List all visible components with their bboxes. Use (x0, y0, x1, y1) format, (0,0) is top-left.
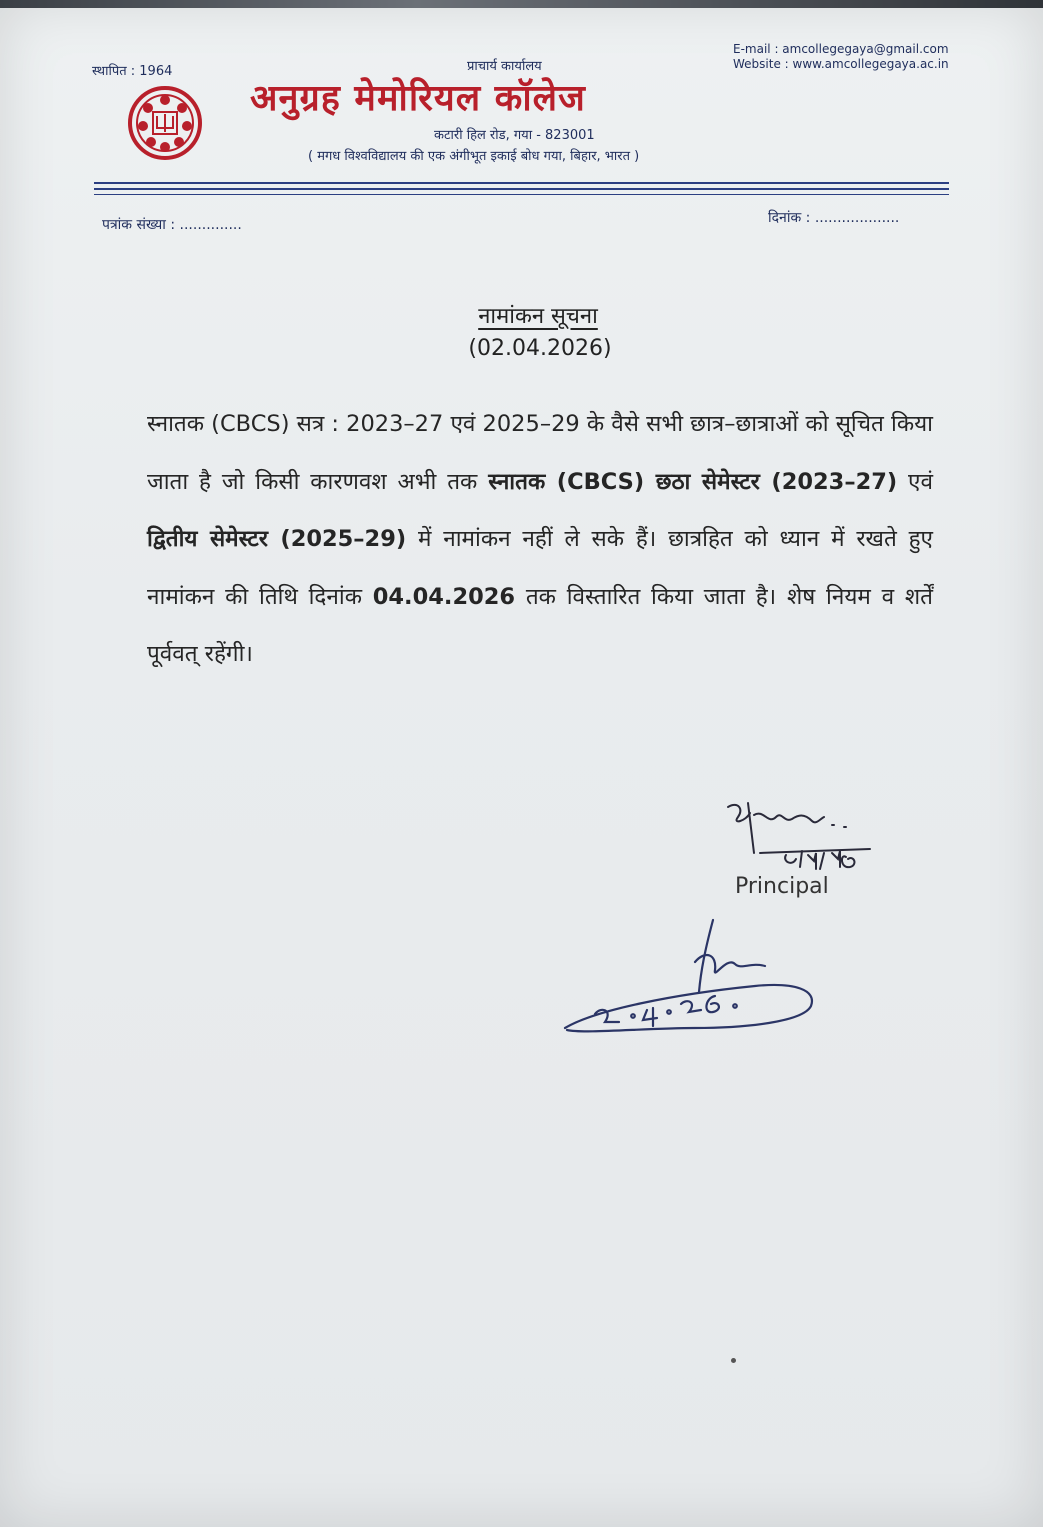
website-text: Website : www.amcollegegaya.ac.in (733, 57, 949, 71)
body-text-2: एवं (897, 468, 934, 495)
approval-signature (555, 910, 825, 1045)
principal-designation: Principal (735, 874, 829, 899)
body-bold-2: द्वितीय सेमेस्टर (2025–29) (147, 526, 407, 552)
header-divider (94, 182, 949, 184)
college-name: अनुग्रह मेमोरियल कॉलेज (250, 77, 586, 119)
body-text-3: में नामांकन नहीं ले सके हैं। छात्रहित को ध्यान में रखते हुए नामांकन की तिथि दिनांक (147, 526, 933, 610)
principal-signature (720, 795, 910, 885)
college-seal-logo (126, 86, 204, 160)
office-label: प्राचार्य कार्यालय (467, 59, 542, 74)
contact-block (733, 42, 949, 72)
header-divider (94, 194, 949, 195)
notice-body (147, 396, 933, 684)
date-field: दिनांक : ................... (768, 210, 900, 226)
background-edge (0, 0, 1043, 8)
email-text: E-mail : amcollegegaya@gmail.com (733, 42, 949, 56)
body-bold-1: स्नातक (CBCS) छठा सेमेस्टर (2023–27) (488, 468, 898, 495)
university-affiliation: ( मगध विश्वविद्यालय की एक अंगीभूत इकाई बोध गया, बिहार, भारत ) (308, 149, 640, 164)
body-text-1: स्नातक (CBCS) सत्र : 2023–27 एवं 2025–29 के वैसे सभी छात्र–छात्राओं को सूचित किया जाता है जो किसी कारणवश अभी तक (147, 411, 933, 495)
notice-title: नामांकन सूचना (478, 304, 598, 329)
college-address: कटारी हिल रोड, गया - 823001 (434, 128, 595, 143)
body-bold-3: 04.04.2026 (372, 583, 516, 610)
established-year: स्थापित : 1964 (92, 64, 173, 79)
notice-date: (02.04.2026) (468, 336, 612, 361)
header-divider (94, 188, 949, 190)
body-text-4: तक विस्तारित किया जाता है। शेष नियम व शर्तें पूर्ववत् रहेंगी। (147, 583, 933, 667)
paper-mark (731, 1358, 736, 1363)
reference-number-field: पत्रांक संख्या : .............. (102, 217, 242, 233)
